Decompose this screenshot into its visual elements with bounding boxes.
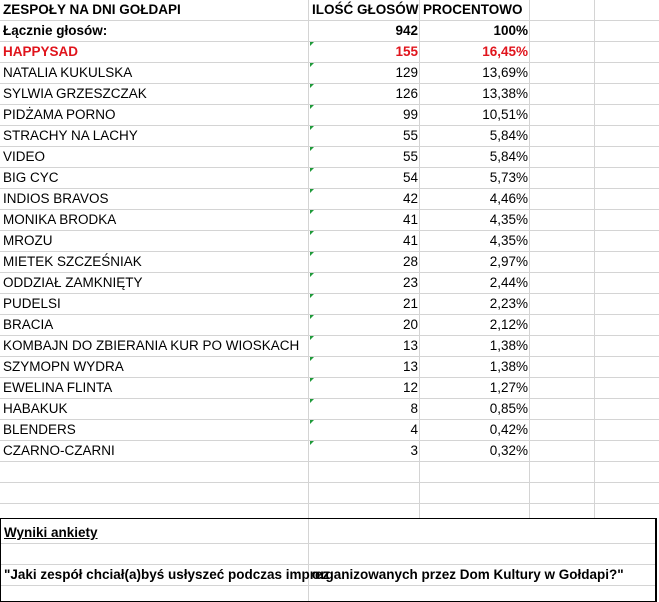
table-row xyxy=(0,231,659,252)
band-votes[interactable]: 23 xyxy=(402,275,418,290)
band-percent[interactable]: 4,35% xyxy=(489,212,528,227)
band-name[interactable]: HAPPYSAD xyxy=(3,44,79,59)
header-band[interactable]: ZESPOŁY NA DNI GOŁDAPI xyxy=(3,2,181,17)
band-name[interactable]: SZYMOPN WYDRA xyxy=(3,359,124,374)
table-row xyxy=(0,105,659,126)
band-name[interactable]: BLENDERS xyxy=(3,422,76,437)
band-percent[interactable]: 2,23% xyxy=(489,296,528,311)
band-name[interactable]: CZARNO-CZARNI xyxy=(3,443,115,458)
survey-question-part1[interactable]: "Jaki zespół chciał(a)byś usłyszeć podczas imprez xyxy=(4,567,330,582)
table-row xyxy=(0,147,659,168)
band-percent[interactable]: 1,27% xyxy=(489,380,528,395)
table-row xyxy=(0,315,659,336)
band-percent[interactable]: 2,12% xyxy=(489,317,528,332)
band-name[interactable]: MONIKA BRODKA xyxy=(3,212,117,227)
band-votes[interactable]: 99 xyxy=(402,107,418,122)
band-votes[interactable]: 8 xyxy=(410,401,418,416)
band-votes[interactable]: 41 xyxy=(402,212,418,227)
band-percent[interactable]: 0,85% xyxy=(489,401,528,416)
survey-question-row xyxy=(1,564,655,586)
table-row xyxy=(0,210,659,231)
table-row xyxy=(0,252,659,273)
band-votes[interactable]: 41 xyxy=(402,233,418,248)
band-percent[interactable]: 4,35% xyxy=(489,233,528,248)
header-percent[interactable]: PROCENTOWO xyxy=(423,2,523,17)
band-votes[interactable]: 54 xyxy=(402,170,418,185)
band-votes[interactable]: 55 xyxy=(402,128,418,143)
band-percent[interactable]: 0,32% xyxy=(489,443,528,458)
band-name[interactable]: MROZU xyxy=(3,233,53,248)
header-votes[interactable]: ILOŚĆ GŁOSÓW xyxy=(312,2,419,17)
band-votes[interactable]: 55 xyxy=(402,149,418,164)
band-votes[interactable]: 155 xyxy=(395,44,418,59)
band-votes[interactable]: 21 xyxy=(402,296,418,311)
table-row xyxy=(0,378,659,399)
band-percent[interactable]: 16,45% xyxy=(482,44,528,59)
band-votes[interactable]: 28 xyxy=(402,254,418,269)
band-votes[interactable]: 20 xyxy=(402,317,418,332)
table-row xyxy=(0,420,659,441)
band-name[interactable]: VIDEO xyxy=(3,149,46,164)
band-percent[interactable]: 5,84% xyxy=(489,149,528,164)
band-votes[interactable]: 129 xyxy=(395,65,418,80)
table-row xyxy=(0,42,659,63)
table-row xyxy=(0,84,659,105)
band-percent[interactable]: 2,97% xyxy=(489,254,528,269)
band-percent[interactable]: 10,51% xyxy=(482,107,528,122)
band-votes[interactable]: 42 xyxy=(402,191,418,206)
band-percent[interactable]: 1,38% xyxy=(489,359,528,374)
band-votes[interactable]: 4 xyxy=(410,422,418,437)
band-percent[interactable]: 13,69% xyxy=(482,65,528,80)
empty-row xyxy=(0,504,659,518)
band-votes[interactable]: 12 xyxy=(402,380,418,395)
band-name[interactable]: HABAKUK xyxy=(3,401,68,416)
total-percent[interactable]: 100% xyxy=(493,23,528,38)
band-percent[interactable]: 5,84% xyxy=(489,128,528,143)
band-percent[interactable]: 1,38% xyxy=(489,338,528,353)
table-row xyxy=(0,63,659,84)
band-percent[interactable]: 13,38% xyxy=(482,86,528,101)
total-votes[interactable]: 942 xyxy=(395,23,418,38)
table-row xyxy=(0,399,659,420)
band-percent[interactable]: 4,46% xyxy=(489,191,528,206)
band-name[interactable]: PUDELSI xyxy=(3,296,61,311)
table-row xyxy=(0,357,659,378)
band-name[interactable]: STRACHY NA LACHY xyxy=(3,128,138,143)
band-votes[interactable]: 126 xyxy=(395,86,418,101)
table-row xyxy=(0,336,659,357)
total-label[interactable]: Łącznie głosów: xyxy=(3,23,108,38)
table-row xyxy=(0,441,659,462)
band-name[interactable]: NATALIA KUKULSKA xyxy=(3,65,133,80)
survey-question-part2[interactable]: organizowanych przez Dom Kultury w Gołdapi?" xyxy=(312,567,624,582)
empty-row xyxy=(0,483,659,504)
band-votes[interactable]: 13 xyxy=(402,359,418,374)
table-row xyxy=(0,168,659,189)
band-percent[interactable]: 2,44% xyxy=(489,275,528,290)
table-row xyxy=(0,189,659,210)
header-row xyxy=(0,0,659,21)
band-name[interactable]: ODDZIAŁ ZAMKNIĘTY xyxy=(3,275,143,290)
survey-title-row xyxy=(1,522,655,544)
empty-row xyxy=(0,462,659,483)
band-name[interactable]: EWELINA FLINTA xyxy=(3,380,113,395)
total-row xyxy=(0,21,659,42)
survey-title[interactable]: Wyniki ankiety xyxy=(4,525,98,540)
band-votes[interactable]: 13 xyxy=(402,338,418,353)
table-row xyxy=(0,126,659,147)
band-name[interactable]: PIDŻAMA PORNO xyxy=(3,107,116,122)
band-percent[interactable]: 0,42% xyxy=(489,422,528,437)
band-name[interactable]: INDIOS BRAVOS xyxy=(3,191,109,206)
band-percent[interactable]: 5,73% xyxy=(489,170,528,185)
band-votes[interactable]: 3 xyxy=(410,443,418,458)
band-name[interactable]: MIETEK SZCZEŚNIAK xyxy=(3,254,142,269)
table-row xyxy=(0,294,659,315)
table-row xyxy=(0,273,659,294)
survey-box xyxy=(0,518,657,602)
band-name[interactable]: BRACIA xyxy=(3,317,54,332)
band-name[interactable]: KOMBAJN DO ZBIERANIA KUR PO WIOSKACH xyxy=(3,338,300,353)
empty-row xyxy=(1,543,655,565)
band-name[interactable]: BIG CYC xyxy=(3,170,59,185)
band-name[interactable]: SYLWIA GRZESZCZAK xyxy=(3,86,147,101)
